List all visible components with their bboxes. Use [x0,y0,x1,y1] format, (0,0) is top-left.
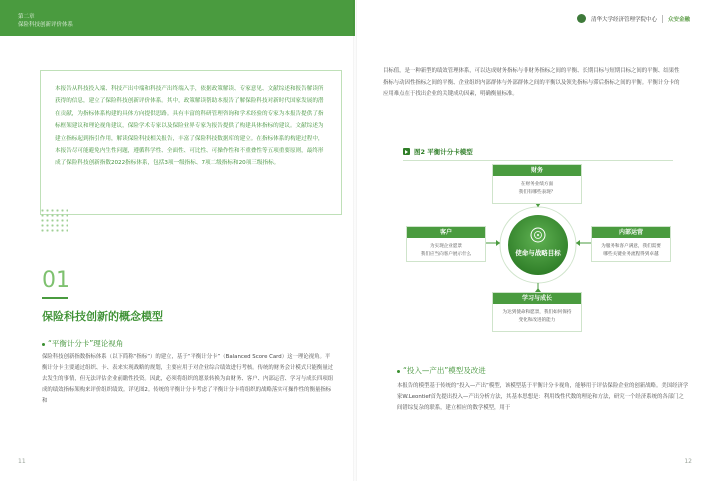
abstract-box [40,70,342,215]
center-label: 使命与战略目标 [515,249,561,257]
logo-partner-text: 众安金融 [667,16,690,23]
card-internal-title: 内部运营 [592,227,670,238]
header-band [0,0,355,36]
card-learning-title: 学习与成长 [493,293,581,304]
decor-dotgrid [40,208,68,232]
card-customer-title: 客户 [407,227,485,238]
tsinghua-logo-icon [577,14,586,23]
logo-divider [662,15,663,23]
card-finance-body: 在财务业绩方面 我们有哪些表现？ [518,182,556,195]
card-finance [492,164,582,204]
card-customer [406,226,486,262]
subsection-heading-left: “平衡计分卡”理论视角 [42,338,123,349]
section-title: 保险科技创新的概念模型 [42,310,163,323]
right-page [355,0,710,481]
bullet-icon [397,370,400,373]
center-circle [508,215,568,275]
chapter-subtitle: 保险科技创新评价体系 [18,22,74,28]
abstract-text: 本报告从科技投入端、科技产出中端和科技产出终端入手，依据政策解读、专家意见、文献综述和报告解读所获得的信息，建立了保险科技创新评价体系。其中，政策解读帮助本报告了解保险科技对新时代国家发展的潜在贡献，为指标体系构建的具体方向提供思路。具有丰富的科研管理咨询和学术经验的专家为本报告提供了指标框架建议和理论视角建议，保险学术专家以及保险业界专家为报告提供了构建具体指标的建议。文献综述为建立指标起到指引作用，解读保险科技相关报告，丰富了保险科技数据库的建立。在指标体系的构建过程中，本报告尽可能避免内生性问题，遵循科学性、全面性、可比性、可操作性和不重叠性等五项重要原则，最终形成了保险科技创新指数2022指标体系，包括3项一级指标、7项二级指标和20项三级指标。 [55,86,324,167]
publisher-logos [577,14,690,23]
section-number: 01 [42,268,70,293]
card-finance-title: 财务 [493,165,581,176]
balanced-scorecard-diagram [403,164,673,336]
figure-play-icon [403,148,410,155]
section-underline [42,297,68,299]
card-internal-body: 为服务和客户满意，我们需要 哪些关键业务流程得到卓越 [601,244,661,257]
page-number-right: 12 [684,458,692,465]
bullet-icon [42,343,45,346]
right-intro-text: 目标值，是一种新型的绩效管理体系，可以达成财务指标与非财务指标之间的平衡、长期目标与短期目标之间的平衡、结果性指标与动因性指标之间的平衡、企业组织内部群体与外部群体之间的平衡以及领先指标与滞后指标之间的平衡。平衡计分卡的应用难点在于找出企业的关键成功因素，明确衡量标准。 [383,68,680,97]
card-learning [492,292,582,332]
subsection-heading-right: “投入—产出”模型及改进 [397,365,486,376]
card-learning-body: 为达到使命和愿景，我们如何保持 变化和改进的能力 [502,310,572,323]
chapter-label: 第二章 [18,14,35,20]
figure-caption: 图2 平衡计分卡模型 [403,147,473,156]
page-number-left: 11 [18,458,26,465]
figure-divider [403,160,673,161]
logo-org-text: 清华大学经济管理学院中心 [590,16,657,23]
card-internal [591,226,671,262]
left-body-text: 保险科技创新指数指标体系（以下简称“指标”）的建立，基于“平衡计分卡”（Balanced Score Card）这一理论视角。平衡计分卡主要通过组织、卡、表来实现战略的规划，主要应用于对企业综合绩效进行考核。传统的财务会计模式只能衡量过去发生的事情，但无法评估企业前瞻性投资。因此，必须将组织的愿景转换为由财务、客户、内部运营、学习与成长四项组成的绩效指标架构来评价组织绩效。详见图2。传统的平衡计分卡考虑了平衡计分卡将组织的战略落实可操作性的衡量指标和 [42,354,334,404]
right-body-text: 本报告的模型基于传统的“投入—产出”模型，该模型基于平衡计分卡视角，能够用于评估保险企业的创新战略。美国经济学家W.Leontief首先提出投入—产出分析方法，其基本思想是：利用线性代数的理论和方法，研究一个经济系统的各部门之间错综复杂的联系，建立相应的数学模型，用于 [397,383,689,411]
card-customer-body: 为实现企业愿景 我们应当向客户展示什么 [420,244,472,257]
